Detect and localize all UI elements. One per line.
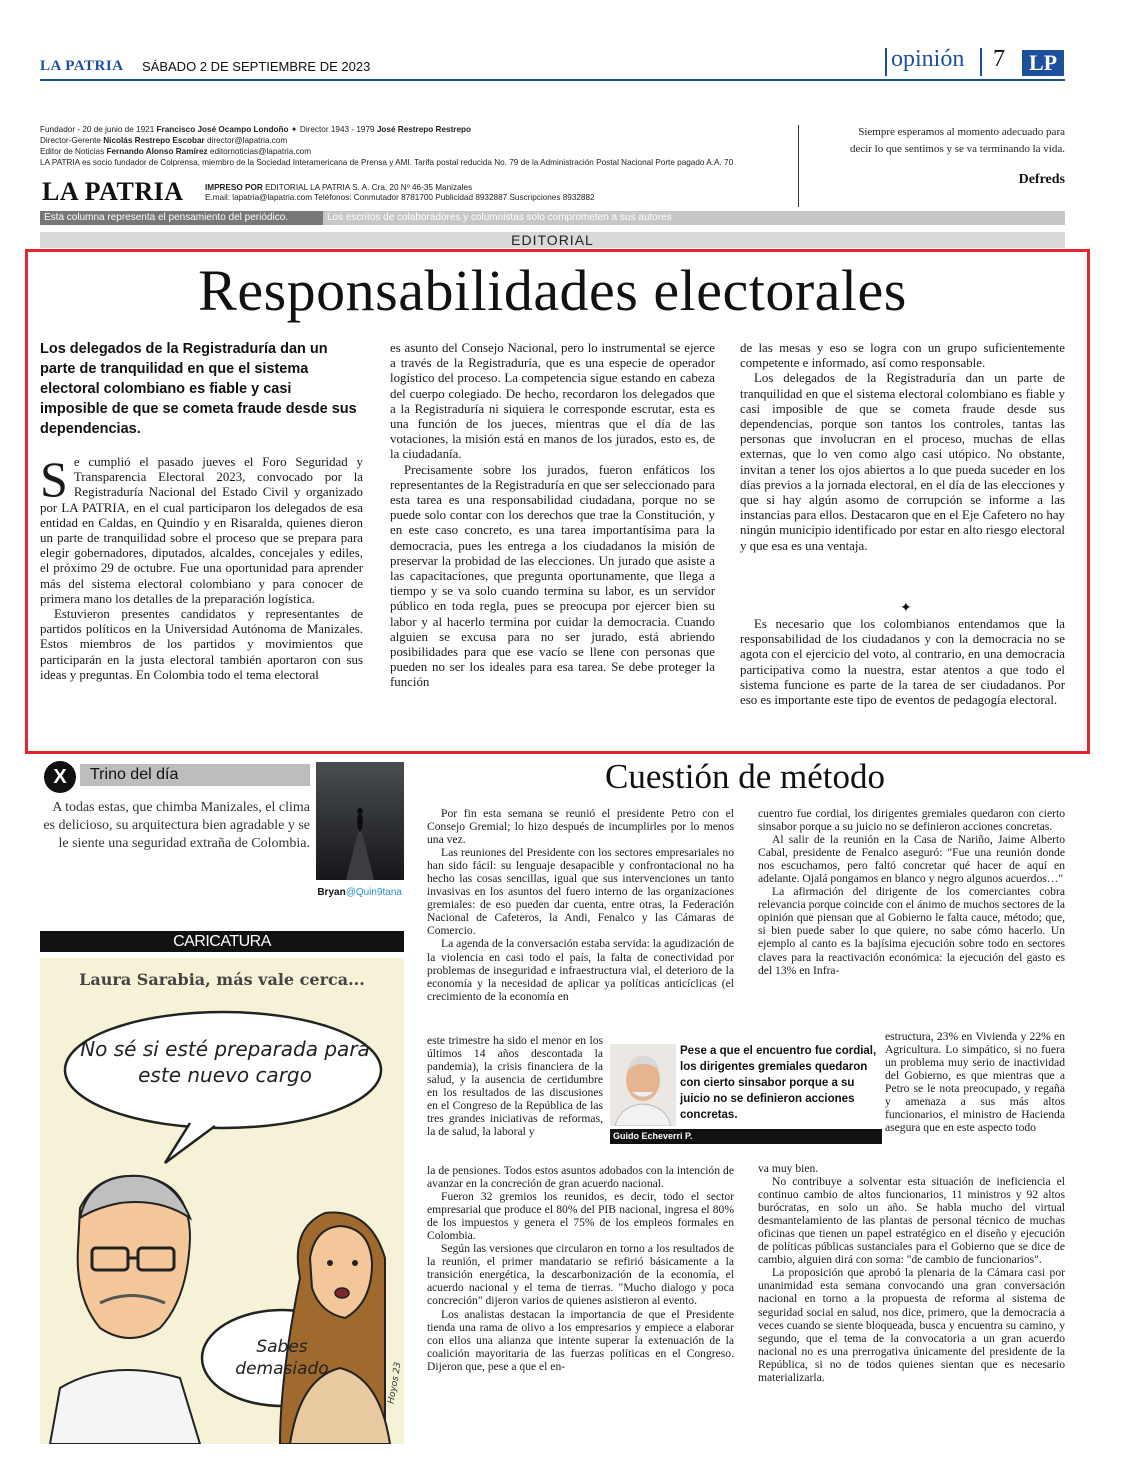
x-logo-icon: X — [44, 761, 76, 793]
disclaimer-right: Los escritos de colaboradores y columnistas solo comprometen a sus autores — [323, 211, 1065, 225]
newspaper-brand: LA PATRIA — [40, 58, 124, 74]
masthead-editor-line — [40, 146, 311, 157]
column-text-1-lower — [427, 1164, 734, 1373]
paragraph: Estuvieron presentes candidatos y representantes de partidos políticos en la Universidad Autónoma de Manizales. Estos miembros de los partidos y movimientos que participarán en la justa electoral también aportaron con sus ideas y preguntas. En Colombia todo el tema electoral — [40, 607, 363, 682]
cartoon — [40, 958, 404, 1444]
paragraph — [40, 451, 363, 607]
author-caption: Guido Echeverri P. — [610, 1129, 882, 1144]
trino-handle[interactable]: @Quin9tana — [345, 887, 402, 898]
paragraph: Los delegados de la Registraduría dan un parte de tranquilidad en que el sistema electoral colombiano es fiable y casi imposible de que se cometa fraude desde sus dependencias, porque son tantos los controles, tantas las personas que involucran en el proceso, muchas de ellas externas, que lo ven como algo casi utópico. No obstante, invitan a tener los ojos abiertos a lo que pueda suceder en los días previos a la jornada electoral, en el día de las elecciones y que si hay algún asomo de corrupción se informe a las instancias para ellos. Destacaron que en el Eje Cafetero no hay ningún municipio identificado por estar en alto riesgo electoral y que esa es una ventaja. — [740, 371, 1065, 553]
printed-label: IMPRESO POR — [205, 183, 263, 192]
paragraph: Las reuniones del Presidente con los sectores empresariales no han sido fácil: su lenguaje desapacible y confrontacional no ha hecho las cosas sencillas, igual que sus intervenciones un tanto invasivas en los asuntos del fuero interno de las organizaciones gremiales: de eso pueden dar cuenta, entre otras, la Federación Nacional de Cafeteros, la Andi, Fenalco y las Cámaras de Comercio. — [427, 846, 734, 938]
editor-label: Editor de Noticias — [40, 147, 105, 156]
director-years: Director 1943 - 1979 — [299, 125, 375, 134]
editor-name: Fernando Alonso Ramírez — [106, 147, 208, 156]
caricatura-heading: CARICATURA — [40, 931, 404, 952]
diamond-icon: ✦ — [290, 125, 298, 134]
trino-text: A todas estas, que chimba Manizales, el clima es delicioso, su arquitectura bien agradable y se le siente una seguridad extraña de Colombia. — [43, 800, 310, 851]
paragraph: Es necesario que los colombianos entendamos que la responsabilidad de los ciudadanos y con la democracia no se agota con el ejercicio del voto, al contrario, en una democracia participativa como la nuestra, estar atentos a que todo el sistema funcione es parte de la tarea de ser ciudadanos. Por eso es importante este tipo de eventos de pedagogía electoral. — [740, 617, 1065, 708]
cartoon-title: Laura Sarabia, más vale cerca... — [79, 970, 365, 989]
paragraph: de las mesas y eso se logra con un grupo suficientemente competente e informado, así como responsable. — [740, 341, 1065, 371]
drop-cap: S — [40, 451, 68, 507]
column-text-1-narrow — [427, 1034, 603, 1138]
disclaimer-left: Esta columna representa el pensamiento del periódico. — [40, 211, 323, 225]
author-portrait — [610, 1044, 676, 1126]
masthead-founder-line — [40, 124, 471, 135]
masthead-logo: LA PATRIA — [42, 177, 184, 206]
trino-heading: Trino del día — [80, 764, 310, 786]
paragraph: No contribuye a solventar esta situación de ineficiencia el continuo cambio de altos funcionarios, 11 ministros y 92 altos burócratas, en solo un año. Se habla mucho del virtual desmantelamiento de las plantas de personal técnico de muchas oficinas que tienen un papel estratégico en el diseño y ejecución de políticas públicas sustanciales para el Gobierno que se dice de cambio, alguien dirá con sorna: "de cambio de funcionarios". — [758, 1175, 1065, 1267]
founder-name: Francisco José Ocampo Londoño — [156, 125, 289, 134]
printed-by: EDITORIAL LA PATRIA S. A. Cra. 20 Nº 46-35 Manizales — [265, 183, 473, 192]
quote-divider — [798, 125, 799, 207]
editorial-column-3-end — [740, 617, 1065, 708]
paragraph: cuentro fue cordial, los dirigentes gremiales quedaron con cierto sinsabor porque a su juicio no se definieron acciones concretas. — [758, 807, 1065, 834]
trino-author — [250, 887, 402, 898]
contact-line: E.mail: lapatria@lapatria.com Teléfonos: Conmutador 8781700 Publicidad 8932887 Suscripciones 8932882 — [205, 193, 595, 202]
column-text-2 — [758, 807, 1065, 977]
author-photo — [610, 1044, 676, 1126]
editorial-title: Responsabilidades electorales — [198, 258, 907, 323]
issue-date: SÁBADO 2 DE SEPTIEMBRE DE 2023 — [142, 59, 371, 74]
speech-bubble-1: No sé si esté preparada para este nuevo cargo — [80, 1037, 370, 1087]
quote-line: decir lo que sentimos y se va terminando la vida. — [849, 143, 1065, 155]
paragraph: este trimestre ha sido el menor en los últimos 14 años descontada la pandemia), la crisis financiera de la salud, y la ausencia de certidumbre en los resultados de las discusiones en el Congreso de la República de las tres grandes iniciativas de reformas, la de salud, la laboral y — [427, 1034, 603, 1139]
header-rule — [40, 79, 1065, 81]
director-name: José Restrepo Restrepo — [376, 125, 472, 134]
section-divider — [980, 48, 982, 76]
paragraph: estructura, 23% en Vivienda y 22% en Agricultura. Lo simpático, si no fuera un problema muy serio de inactividad del Gobierno, es que mientras que a Petro se le nota preocupado, y regaña y amenaza a sus más altos funcionarios, el ministro de Hacienda asegura que en este aspecto todo — [885, 1030, 1065, 1135]
paragraph: la de pensiones. Todos estos asuntos adobados con la intención de avanzar en la concreción de gran acuerdo nacional. — [427, 1164, 734, 1191]
paragraph: va muy bien. — [758, 1162, 819, 1175]
quote-author: Defreds — [1018, 172, 1065, 187]
paragraph: Los analistas destacan la importancia de que el Presidente tienda una rama de olivo a los empresarios y empiece a elaborar con ellos una alianza que intente superar la extenuación de la coalición mayoritaria de las fuerzas políticas en el Congreso. Dijeron que, pese a que el en- — [427, 1307, 734, 1373]
director-gerente-name: Nicolás Restrepo Escobar — [103, 136, 205, 145]
daily-quote — [808, 124, 1065, 158]
editorial-column-2 — [390, 341, 715, 691]
editorial-column-3 — [740, 341, 1065, 554]
trino-photo — [316, 762, 404, 880]
pull-quote: Pese a que el encuentro fue cordial, los dirigentes gremiales quedaron con cierto sinsabor porque a su juicio no se definieron acciones concretas. — [680, 1045, 877, 1121]
page-number: 7 — [993, 46, 1005, 72]
paragraph: La agenda de la conversación estaba servida: la agudización de la violencia en casi todo el país, la falta de conectividad por problemas de inseguridad e infraestructura vial, el deterioro de la economía y la necesidad de aplicar ya políticas anticíclicas (el crecimiento de la economía en — [427, 937, 734, 1003]
paragraph: La afirmación del dirigente de los comerciantes cobra relevancia porque coincide con el ánimo de muchos sectores de la opinión que piensan que al Gobierno le falta cauce, método; que, si bien puede saber lo que quiere, no sabe cómo hacerlo. Un ejemplo al canto es la bajísima ejecución sobre todo en sectores claves para la reactivación económica: la ejecución del gasto es del 13% en Infra- — [758, 885, 1065, 977]
section-label: opinión — [891, 46, 965, 72]
director-email[interactable]: director@lapatria.com — [207, 136, 288, 145]
printed-by-line — [205, 183, 472, 193]
editorial-column-1 — [40, 451, 363, 683]
trino-author-name: Bryan — [317, 887, 346, 898]
editorial-section-label: EDITORIAL — [40, 232, 1065, 248]
paragraph: es asunto del Consejo Nacional, pero lo instrumental se ejerce a través de la Registraduría, que es una especie de operador logístico del proceso. La competencia sigue estando en cabeza del cuerpo colegiado. De hecho, recordaron los delegados que a la Registraduría ni siquiera le corresponde escrutar, esta es una función de los jueces, mientras que el día de las votaciones, la misión está en manos de los jurados, esto es, de la ciudadanía. — [390, 341, 715, 462]
director-gerente-label: Director-Gerente — [40, 136, 101, 145]
column-title: Cuestión de método — [605, 757, 885, 796]
speech-bubble-2: Sabes demasiado — [235, 1337, 329, 1379]
founder-date: Fundador - 20 de junio de 1921 — [40, 125, 155, 134]
quote-line: Siempre esperamos al momento adecuado para — [858, 126, 1065, 138]
column-text-2-narrow — [885, 1030, 1065, 1134]
paragraph: Por fin esta semana se reunió el presidente Petro con el Consejo Gremial; lo hizo después de incumplirles por lo menos una vez. — [427, 807, 734, 847]
paragraph: Al salir de la reunión en la Casa de Nariño, Jaime Alberto Cabal, presidente de Fenalco aseguró: "Fue una reunión donde nos escuchamos, pero faltó concretar qué hacer de aquí en adelante. Ojalá pongamos en blanco y negro algunos acuerdos…" — [758, 833, 1065, 886]
lp-logo: LP — [1022, 50, 1064, 76]
column-text-2-lower — [758, 1162, 1065, 1384]
section-divider — [885, 48, 887, 76]
cartoonist-signature: Hoyos 23 — [386, 1361, 404, 1405]
masthead-director-line — [40, 135, 287, 146]
ornament-icon: ✦ — [900, 601, 912, 616]
paragraph: La proposición que aprobó la plenaria de la Cámara casi por unanimidad esta semana convocando una gran conversación nacional en torno a la propuesta de reforma al sistema de seguridad social en salud, nos dice, primero, que la democracia a veces cuando se siente bloqueada, busca y encuentra su camino, y segundo, que el tema de la convocatoria a un gran acuerdo nacional no es una prerrogativa únicamente del presidente de la República, si no de todos quienes sientan que es necesario materializarla. — [758, 1266, 1065, 1384]
paragraph: Precisamente sobre los jurados, fueron enfáticos los representantes de la Registraduría en que ser seleccionado para esta tarea es una responsabilidad ciudadana, porque no se puede solo contar con los derechos que trae la Constitución, y en este caso concreto, es una tarea importantísima para la democracia, pues les entrega a los ciudadanos la misión de preservar la probidad de las elecciones. Un jurado que asiste a las capacitaciones, que pregunta oportunamente, que llega a tiempo y se va solo cuando termina su labor, es un servidor público en toda regla, pues se preocupa por ejercer bien su labor y al hacerlo termina por cuidar la democracia. Cuando alguien se excusa para no ser jurado, está abriendo posibilidades para que ese vacío se llene con personas que pueden no ser los ideales para esa tarea. Se debe proteger la función — [390, 462, 715, 690]
paragraph: Fueron 32 gremios los reunidos, es decir, todo el sector empresarial que produce el 80% del PIB nacional, ingresa el 80% de los impuestos y genera el 75% de los empleos formales en Colombia. — [427, 1190, 734, 1243]
masthead-legal-line: LA PATRIA es socio fundador de Colprensa, miembro de la Sociedad Interamericana de Prensa y AMI. Tarifa postal reducida No. 79 de la Administración Postal Nacional Porte pagado A.A. 70 — [40, 158, 734, 167]
paragraph-text: e cumplió el pasado jueves el Foro Seguridad y Transparencia Electoral 2023, convocado por la Registraduría Nacional del Estado Civil y organizado por LA PATRIA, en el cual participaron los delegados de esa entidad en Caldas, en Quindío y en Risaralda, quienes dieron un parte de tranquilidad sobre el proceso que se prepara para elegir gobernadores, diputados, alcaldes, concejales y ediles, el próximo 29 de octubre. Fue una oportunidad para aprender más del sistema electoral colombiano y para conocer de primera mano los detalles de la preparación logística. — [40, 455, 363, 606]
column-text-1 — [427, 807, 734, 1003]
paragraph: Según las versiones que circularon en torno a los resultados de la reunión, el primer mandatario se refirió básicamente a la transición energética, la descarbonización de la economía, el acuerdo nacional y el tema de tierras. "Mucho dialogo y poca concreción" dijeron varios de quienes asistieron al evento. — [427, 1242, 734, 1308]
editorial-lead: Los delegados de la Registraduría dan un parte de tranquilidad en que el sistema electoral colombiano es fiable y casi imposible de que se cometa fraude desde sus dependencias. — [40, 341, 357, 437]
night-road-illustration — [316, 762, 404, 880]
editor-email[interactable]: editornoticias@lapatria.com — [209, 147, 312, 156]
